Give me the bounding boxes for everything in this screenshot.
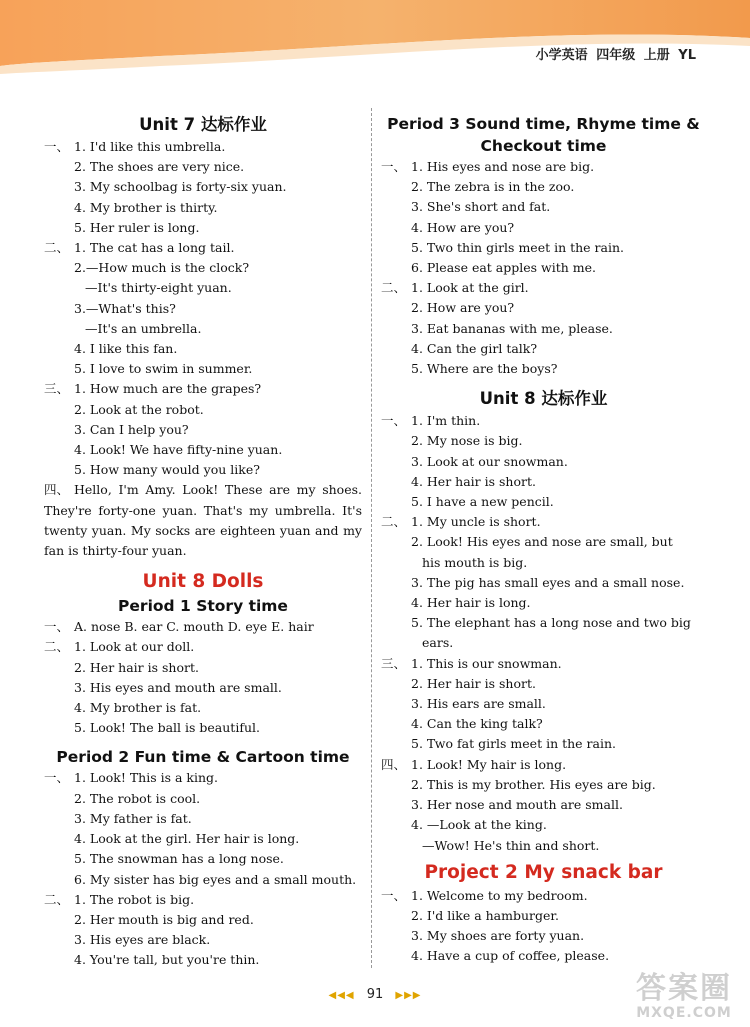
answer-line: —Wow! He's thin and short. xyxy=(422,837,600,853)
answer-line: 5. Two thin girls meet in the rain. xyxy=(411,239,625,255)
section-number: 四、 xyxy=(44,482,70,498)
answer-line: 6. My sister has big eyes and a small mouth. xyxy=(74,871,357,887)
section-number: 四、 xyxy=(381,756,407,772)
answer-line: 2. Look! His eyes and nose are small, but xyxy=(411,534,673,550)
answer-line: 1. The robot is big. xyxy=(74,891,195,907)
answer-line: 4. —Look at the king. xyxy=(411,817,547,833)
project2-title: Project 2 My snack bar xyxy=(424,861,663,883)
answer-line: 3. My shoes are forty yuan. xyxy=(411,928,585,944)
answer-line: 3. Eat bananas with me, please. xyxy=(411,320,613,336)
answer-line: 2. My nose is big. xyxy=(411,433,523,449)
test-section-2 xyxy=(381,512,706,653)
header-info xyxy=(536,44,696,63)
answer-line: 4. Her hair is short. xyxy=(411,473,536,489)
answer-line: 2. Her hair is short. xyxy=(411,675,536,691)
answer-line: 4. My brother is fat. xyxy=(74,700,202,716)
header-edition: YL xyxy=(678,48,696,63)
section-1 xyxy=(44,137,362,238)
answer-line: 2. Her hair is short. xyxy=(74,659,199,675)
section-number: 二、 xyxy=(44,240,70,256)
test-section-1 xyxy=(381,411,706,512)
answer-line: —It's an umbrella. xyxy=(85,320,202,336)
answer-line: 6. Please eat apples with me. xyxy=(411,260,596,276)
page-number: 91 xyxy=(366,987,384,1002)
unit8-test-title: Unit 8 达标作业 xyxy=(479,389,608,409)
answer-line: 5. Where are the boys? xyxy=(411,361,558,377)
answer-line: 1. Look at the girl. xyxy=(411,280,529,296)
p1-section-2 xyxy=(44,637,362,738)
section-4 xyxy=(44,480,362,561)
p3-section-2 xyxy=(381,278,706,379)
answer-line: 1. How much are the grapes? xyxy=(74,381,262,397)
answer-line: 5. How many would you like? xyxy=(74,462,260,478)
section-number: 一、 xyxy=(44,770,70,786)
answer-line: 3. Can I help you? xyxy=(74,421,189,437)
answer-line: 1. Look! My hair is long. xyxy=(411,756,567,772)
answer-line: 5. Two fat girls meet in the rain. xyxy=(411,736,616,752)
answer-line: 1. This is our snowman. xyxy=(411,655,562,671)
answer-line: 5. I love to swim in summer. xyxy=(74,361,253,377)
answer-line: his mouth is big. xyxy=(422,554,528,570)
header-subject: 小学英语 xyxy=(535,48,588,63)
answer-line: 5. The snowman has a long nose. xyxy=(74,851,284,867)
section-number: 三、 xyxy=(44,381,70,397)
answer-line: 3.—What's this? xyxy=(74,300,176,316)
answer-line: 3. Look at our snowman. xyxy=(411,453,568,469)
answer-line: 3. His eyes are black. xyxy=(74,932,211,948)
period1-title: Period 1 Story time xyxy=(118,597,288,616)
answer-line: 3. My father is fat. xyxy=(74,810,192,826)
answer-line: 1. I'm thin. xyxy=(411,413,481,429)
answer-line: 2. Her mouth is big and red. xyxy=(74,911,254,927)
answer-line: 1. Look! This is a king. xyxy=(74,770,219,786)
section-number: 一、 xyxy=(381,413,407,429)
answer-line: 2. I'd like a hamburger. xyxy=(411,907,559,923)
section-number: 一、 xyxy=(44,139,70,154)
section-number: 一、 xyxy=(381,887,407,903)
answer-line: 2. Look at the robot. xyxy=(74,401,204,417)
section-number: 二、 xyxy=(44,639,70,655)
answer-line: 3. She's short and fat. xyxy=(411,199,551,215)
answer-line: 1. His eyes and nose are big. xyxy=(411,159,595,174)
answer-line: 2. This is my brother. His eyes are big. xyxy=(411,776,656,792)
test-section-3 xyxy=(381,654,706,755)
unit8-title: Unit 8 Dolls xyxy=(142,571,264,593)
answer-line: 2. The shoes are very nice. xyxy=(74,159,245,175)
column-divider xyxy=(371,108,372,968)
answer-line: 4. Can the king talk? xyxy=(411,716,543,732)
section-2 xyxy=(44,238,362,379)
answer-line: 3. His ears are small. xyxy=(411,696,546,712)
right-column xyxy=(381,113,706,967)
answer-line: 2. How are you? xyxy=(411,300,515,316)
section-number: 一、 xyxy=(44,619,70,635)
answer-line: 4. Can the girl talk? xyxy=(411,340,538,356)
answer-line: 1. I'd like this umbrella. xyxy=(74,139,226,154)
answer-line: 1. The cat has a long tail. xyxy=(74,240,235,256)
answer-line: 3. His eyes and mouth are small. xyxy=(74,679,282,695)
period3-title-line1: Period 3 Sound time, Rhyme time & xyxy=(387,115,700,133)
answer-line: 4. Her hair is long. xyxy=(411,595,531,611)
p2-section-2 xyxy=(44,890,362,971)
watermark-top: 答案圈 xyxy=(636,971,732,1006)
header-grade: 四年级 xyxy=(596,48,636,63)
section-number: 二、 xyxy=(381,280,407,296)
right-arrows-icon: ▶▶▶ xyxy=(395,990,422,1001)
answer-line: 4. My brother is thirty. xyxy=(74,199,218,215)
answer-line: 4. How are you? xyxy=(411,219,515,235)
section-number: 二、 xyxy=(44,891,70,907)
test-section-4 xyxy=(381,755,706,856)
answer-line: A. nose B. ear C. mouth D. eye E. hair xyxy=(74,619,314,635)
answer-line: 4. I like this fan. xyxy=(74,341,178,357)
unit7-test-title: Unit 7 达标作业 xyxy=(139,115,267,134)
answer-line: 3. Her nose and mouth are small. xyxy=(411,797,623,813)
answer-line: 2. The robot is cool. xyxy=(74,790,201,806)
watermark-bottom: MXQE.COM xyxy=(636,1005,732,1021)
answer-line: 1. My uncle is short. xyxy=(411,514,541,530)
period3-title-line2: Checkout time xyxy=(480,137,607,155)
section-number: 三、 xyxy=(381,655,407,671)
answer-line: 2. The zebra is in the zoo. xyxy=(411,179,575,195)
answer-line: 5. Her ruler is long. xyxy=(74,219,200,235)
answer-line: 5. I have a new pencil. xyxy=(411,494,554,510)
left-arrows-icon: ◀◀◀ xyxy=(328,990,355,1001)
answer-line: 1. Welcome to my bedroom. xyxy=(411,887,588,903)
answer-line: 4. Look! We have fifty-nine yuan. xyxy=(74,442,283,458)
left-column xyxy=(44,113,362,971)
p2-section-1 xyxy=(44,768,362,889)
answer-line: 4. Have a cup of coffee, please. xyxy=(411,948,610,964)
section-number: 一、 xyxy=(381,159,407,174)
period2-title: Period 2 Fun time & Cartoon time xyxy=(56,748,350,767)
answer-line: 5. The elephant has a long nose and two big xyxy=(411,615,691,631)
answer-line: 1. Look at our doll. xyxy=(74,639,195,655)
answer-line: ears. xyxy=(422,635,454,651)
answer-line: 4. You're tall, but you're thin. xyxy=(74,952,260,968)
section-3 xyxy=(44,379,362,480)
p1-section-1 xyxy=(44,617,362,637)
answer-line: 5. Look! The ball is beautiful. xyxy=(74,720,260,736)
answer-line: 2.—How much is the clock? xyxy=(74,260,250,276)
answer-line: —It's thirty-eight yuan. xyxy=(85,280,232,296)
project-section-1 xyxy=(381,886,706,967)
answer-paragraph: Hello, I'm Amy. Look! These are my shoes. They're forty-one yuan. That's my umbrella. It's twenty yuan. My socks are eighteen yuan and my fan is thirty-four yuan. xyxy=(44,482,362,559)
answer-line: 3. My schoolbag is forty-six yuan. xyxy=(74,179,287,195)
section-number: 二、 xyxy=(381,514,407,530)
answer-line: 3. The pig has small eyes and a small nose. xyxy=(411,574,685,590)
header-volume: 上册 xyxy=(643,48,670,63)
p3-section-1 xyxy=(381,157,706,278)
answer-line: 4. Look at the girl. Her hair is long. xyxy=(74,831,300,847)
watermark xyxy=(636,973,732,1021)
